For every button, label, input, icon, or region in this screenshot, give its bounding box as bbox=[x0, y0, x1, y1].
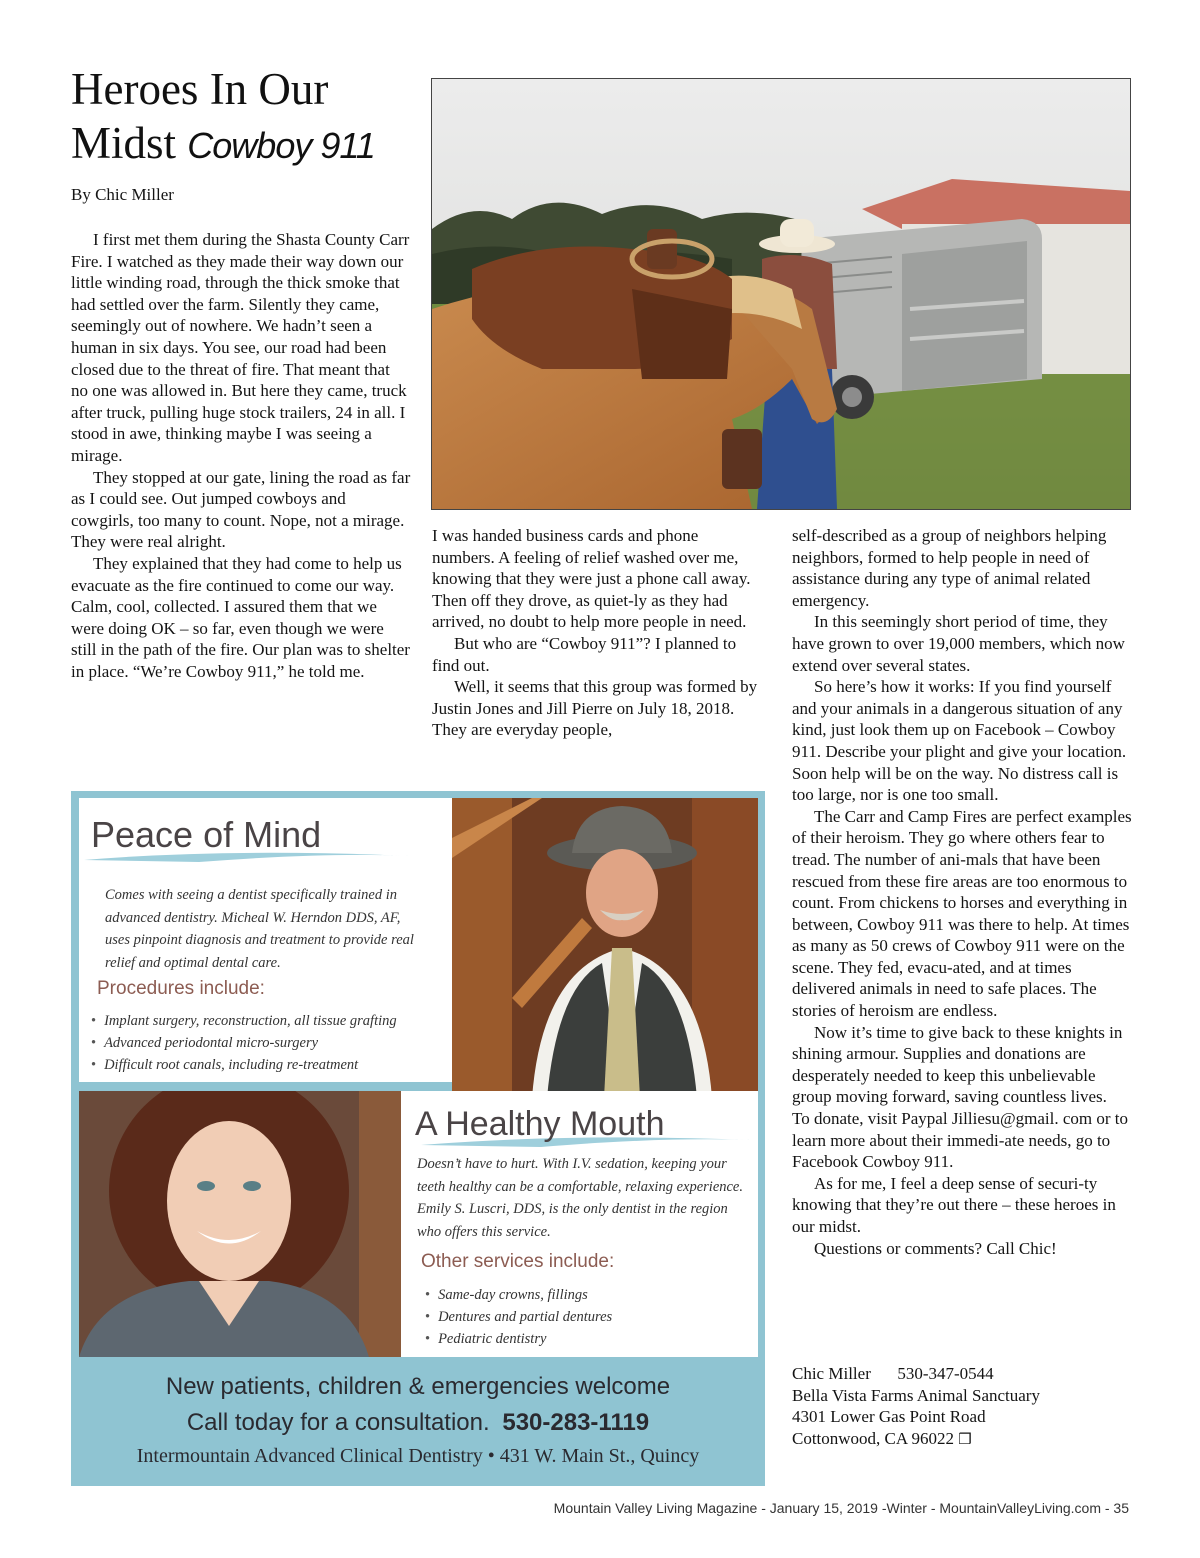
paragraph: Now it’s time to give back to these knights in shining armour. Supplies and donations are desperately needed to keep this unbelievable group moving forward, saving countless lives. bbox=[792, 1022, 1123, 1107]
healthy-mouth-body: Doesn’t have to hurt. With I.V. sedation, keeping your teeth healthy can be a comfortable, relaxing experience. Emily S. Luscri, DDS, is the only dentist in the region who offers this service. bbox=[417, 1156, 743, 1240]
call-text: Call today for a consultation. bbox=[186, 1409, 490, 1436]
paragraph: They explained that they had come to help us evacuate as the fire continued to come our way. Calm, cool, collected. I assured them that we were doing OK – so far, even though we were still in the path of the fire. Our plan was to shelter in place. “We’re Cowboy 911,” he told me. bbox=[71, 553, 410, 681]
list-item: • Pediatric dentistry bbox=[425, 1328, 745, 1350]
peace-of-mind-body: Comes with seeing a dentist specifically trained in advanced dentistry. Micheal W. Herndon DDS, AF, uses pinpoint diagnosis and treatment to provide real relief and optimal dental care. bbox=[105, 887, 414, 971]
list-item: • Implant surgery, reconstruction, all tissue grafting bbox=[91, 1010, 451, 1032]
byline: By Chic Miller bbox=[71, 185, 174, 204]
services-list bbox=[425, 1284, 745, 1350]
title-script: Cowboy 911 bbox=[187, 125, 375, 166]
call-phone: 530-283-1119 bbox=[502, 1409, 650, 1436]
paragraph: But who are “Cowboy 911”? I planned to find out. bbox=[432, 633, 737, 675]
page-footer: Mountain Valley Living Magazine - January 15, 2019 -Winter - MountainValleyLiving.com - 35 bbox=[553, 1500, 1129, 1516]
ad-call-to-action bbox=[71, 1357, 765, 1486]
dentist-man-photo bbox=[452, 798, 758, 1098]
article-column-2 bbox=[432, 525, 762, 741]
peace-of-mind-title: Peace of Mind bbox=[91, 814, 322, 855]
list-item: • Same-day crowns, fillings bbox=[425, 1284, 745, 1306]
article-column-3 bbox=[792, 525, 1132, 1259]
paragraph: As for me, I feel a deep sense of securi-ty knowing that they’re out there – these heroes in our midst. bbox=[792, 1173, 1116, 1236]
welcome-line: New patients, children & emergencies welcome bbox=[165, 1373, 671, 1400]
paragraph: self-described as a group of neighbors helping neighbors, formed to help people in need of assistance during any type of animal related emergency. bbox=[792, 526, 1107, 610]
healthy-mouth-title: A Healthy Mouth bbox=[415, 1105, 665, 1143]
paragraph: So here’s how it works: If you find yourself and your animals in a dangerous situation of any kind, just look them up on Facebook – Cowboy 911. Describe your plight and give your location. Soon help will be on the way. No distress call is too large, nor is one too small. bbox=[792, 677, 1127, 805]
services-heading: Other services include: bbox=[421, 1251, 615, 1272]
paragraph: They stopped at our gate, lining the road as far as I could see. Out jumped cowboys and cowgirls, too many to count. Nope, not a mirage. They were real alright. bbox=[71, 467, 411, 552]
article-column-1 bbox=[71, 229, 411, 682]
paragraph: I first met them during the Shasta County Carr Fire. I watched as they made their way down our little winding road, through the thick smoke that had settled over the farm. Silently they came, seemingly out of nowhere. We hadn’t seen a human in six days. You see, our road had been closed due to the threat of fire. That meant that no one was allowed in. But here they came, truck after truck, pulling huge stock trailers, 24 in all. I stood in awe, thinking maybe I was seeing a mirage. bbox=[71, 230, 410, 465]
contact-name: Chic Miller bbox=[792, 1364, 871, 1383]
paragraph: Well, it seems that this group was formed by Justin Jones and Jill Pierre on July 18, 2018. They are everyday people, bbox=[432, 677, 758, 740]
horse-trailer-photo bbox=[431, 78, 1131, 510]
contact-city: Cottonwood, CA 96022 bbox=[792, 1428, 954, 1448]
contact-info bbox=[792, 1363, 1132, 1450]
peace-of-mind-panel bbox=[79, 798, 452, 1082]
procedures-heading: Procedures include: bbox=[97, 978, 265, 999]
contact-phone: 530-347-0544 bbox=[897, 1364, 994, 1383]
clinic-address: Intermountain Advanced Clinical Dentistry • 431 W. Main St., Quincy bbox=[136, 1445, 700, 1467]
dentist-woman-photo bbox=[79, 1091, 401, 1357]
paragraph: Questions or comments? Call Chic! bbox=[814, 1238, 1057, 1258]
procedures-list bbox=[91, 1010, 451, 1076]
article-title bbox=[71, 62, 431, 173]
paragraph: I was handed business cards and phone numbers. A feeling of relief washed over me, knowing that they were just a phone call away. Then off they drove, as quiet-ly as they had arrived, no doubt to help more people in need. bbox=[432, 526, 751, 632]
dentistry-advertisement bbox=[71, 791, 765, 1486]
list-item: • Advanced periodontal micro-surgery bbox=[91, 1032, 451, 1054]
contact-org: Bella Vista Farms Animal Sanctuary bbox=[792, 1385, 1040, 1405]
paragraph: The Carr and Camp Fires are perfect examples of their heroism. They go where others fear to tread. The number of ani-mals that have been rescued from these fire areas are too enormous to count. From chickens to horses and everything in between, Cowboy 911 was there to help. At times as many as 50 crews of Cowboy 911 were on the scene. They fed, evacu-ated, and at times delivered animals in need to safe places. The stories of heroism are endless. bbox=[792, 806, 1132, 1021]
healthy-mouth-panel bbox=[401, 1091, 758, 1357]
paragraph: To donate, visit Paypal Jilliesu@gmail. com or to learn more about their immedi-ate needs, go to Facebook Cowboy 911. bbox=[792, 1109, 1129, 1172]
title-main: Heroes In Our Midst bbox=[71, 64, 329, 168]
list-item: • Difficult root canals, including re-treatment bbox=[91, 1054, 451, 1076]
contact-street: 4301 Lower Gas Point Road bbox=[792, 1407, 986, 1427]
list-item: • Dentures and partial dentures bbox=[425, 1306, 745, 1328]
end-mark-icon: ❒ bbox=[958, 1429, 972, 1448]
paragraph: In this seemingly short period of time, they have grown to over 19,000 members, which now extend over several states. bbox=[792, 612, 1125, 675]
